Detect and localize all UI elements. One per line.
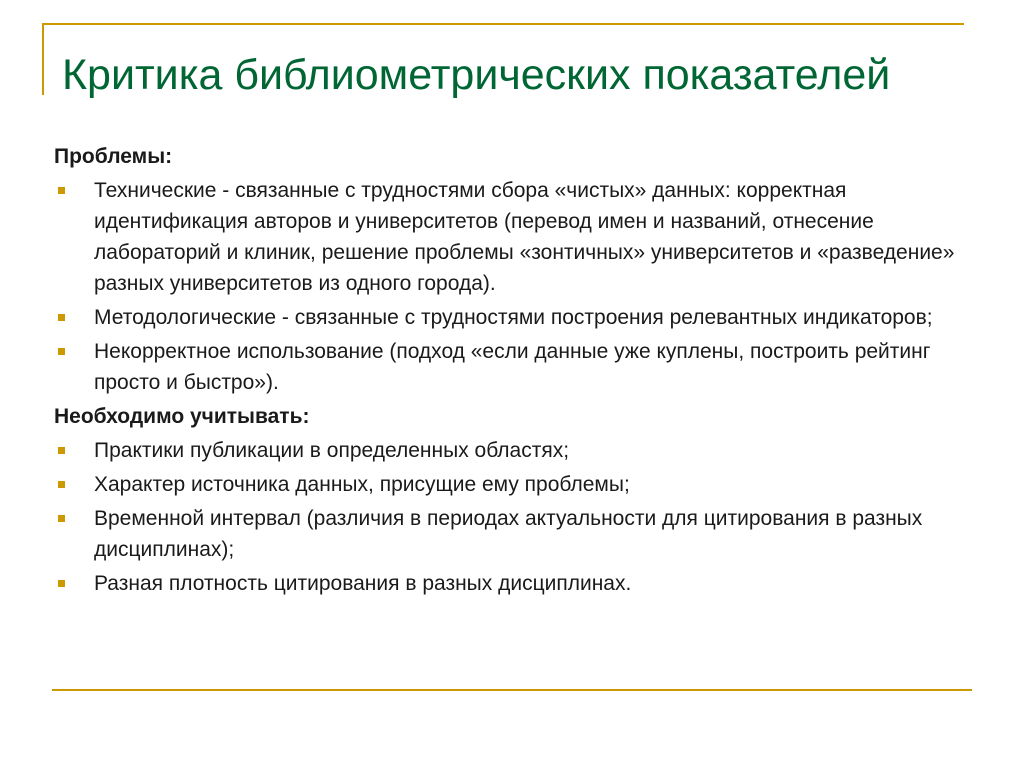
frame-top-line <box>42 23 964 25</box>
bullet-text: Временной интервал (различия в периодах актуальности для цитирования в разных дисциплинах); <box>94 507 923 561</box>
bullet-item <box>54 175 970 299</box>
bullet-item <box>54 503 970 565</box>
bullet-list-problems <box>54 175 970 398</box>
square-bullet-icon <box>58 447 65 454</box>
bullet-list-consider <box>54 435 970 599</box>
bullet-text: Некорректное использование (подход «если данные уже куплены, построить рейтинг просто и быстро»). <box>94 340 931 394</box>
bullet-item <box>54 336 970 398</box>
bullet-text: Практики публикации в определенных областях; <box>94 439 570 462</box>
bullet-text: Разная плотность цитирования в разных дисциплинах. <box>94 572 632 595</box>
square-bullet-icon <box>58 515 65 522</box>
section-heading-problems: Проблемы: <box>54 145 173 168</box>
frame-bottom-line <box>52 689 972 691</box>
square-bullet-icon <box>58 187 65 194</box>
bullet-text: Характер источника данных, присущие ему проблемы; <box>94 473 630 496</box>
bullet-item <box>54 568 970 599</box>
bullet-item <box>54 469 970 500</box>
slide-content <box>54 139 970 602</box>
bullet-text: Методологические - связанные с трудностями построения релевантных индикаторов; <box>94 306 933 329</box>
section-heading-consider: Необходимо учитывать: <box>54 405 310 428</box>
section-consider <box>54 401 970 599</box>
slide-title: Критика библиометрических показателей <box>62 51 891 99</box>
section-problems <box>54 141 970 398</box>
frame-left-line <box>42 23 44 95</box>
bullet-item <box>54 302 970 333</box>
square-bullet-icon <box>58 481 65 488</box>
bullet-text: Технические - связанные с трудностями сбора «чистых» данных: корректная идентификация авторов и университетов (перевод имен и названий, отнесение лабораторий и клиник, решение проблемы «зонтичных» университетов и «разведение» разных университетов из одного города). <box>94 179 955 295</box>
square-bullet-icon <box>58 580 65 587</box>
bullet-item <box>54 435 970 466</box>
square-bullet-icon <box>58 348 65 355</box>
square-bullet-icon <box>58 314 65 321</box>
